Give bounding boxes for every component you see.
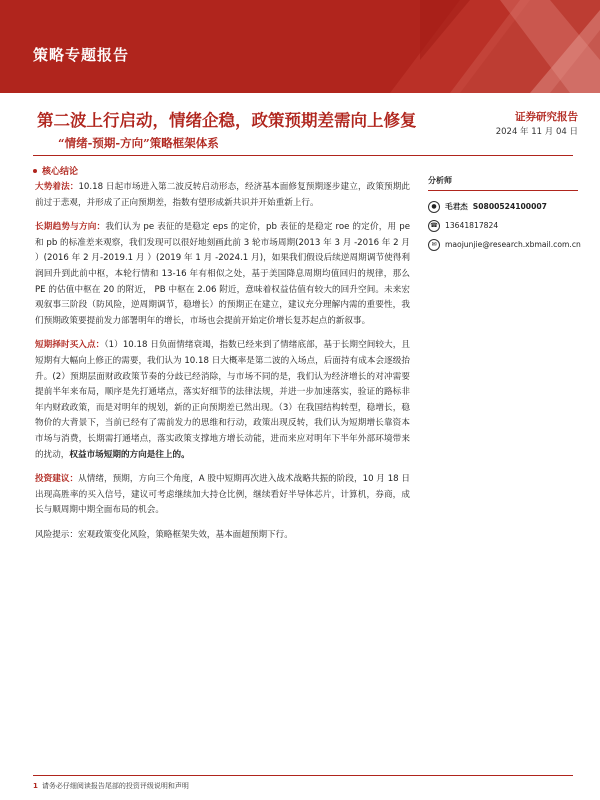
paragraph-text: （1）10.18 日负面情绪衰竭，指数已经来到了情绪底部，基于长期空间较大，且短期有大幅向上修正的需要，我们认为 10.18 日大概率是第二波的入场点，后面持有成本会逐级抬升。(2）预期层面财政政策节奏的分歧已经消除，与市场不同的是，我们认为经济增长的对冲需要提前半年来布局，顺序是先打通堵点，落实好细节的法律法规，并进一步加速落实，验证的路标非年内财政政策，而是对明年的规划，新的正向预期差已然出现。（3）在我国结构转型，稳增长，稳物价的大背景下，当前已经有了需前发力的思维和行动，政策出现反转，我们认为短期增长靠资本市场与消费，长期需打通堵点，落实政策支撑地方增长动能，进而来应对明年下半年外部环境带来的扰动， [35, 340, 410, 460]
paragraph-risk [35, 528, 410, 544]
paragraph-text: 从情绪，预期，方向三个角度，A 股中短期再次进入战术战略共振的阶段，10 月 18 日出现高胜率的买入信号，建议可考虑继续加大持仓比例，继续看好半导体芯片，计算机，券商，成长与顺周期中期全面布局的机会。 [35, 474, 410, 516]
paragraph-short-term [35, 338, 410, 463]
footer-divider [33, 775, 573, 776]
person-icon: ● [428, 201, 440, 213]
analyst-panel [428, 175, 581, 254]
paragraph-lead: 投资建议： [35, 474, 79, 485]
paragraph-emphasis: 权益市场短期的方向是往上的。 [69, 449, 190, 460]
report-main-title: 第二波上行启动，情绪企稳，政策预期差需向上修复 [37, 111, 417, 130]
paragraph-market-view [35, 180, 410, 211]
section-heading-text: 核心结论 [42, 167, 79, 177]
analyst-phone-row [428, 216, 578, 235]
bullet-icon [33, 169, 37, 173]
banner-pattern-icon [300, 0, 600, 93]
report-body [35, 180, 410, 552]
analyst-name-row [428, 197, 578, 216]
section-heading [33, 164, 78, 177]
header-banner [0, 0, 600, 93]
report-subtitle: “情绪-预期-方向”策略框架体系 [58, 136, 219, 150]
analyst-cert: S0800524100007 [472, 202, 547, 211]
analyst-name: 毛君杰 [445, 202, 468, 211]
analyst-divider [428, 190, 578, 191]
page-number: 1 [33, 782, 38, 790]
report-date: 2024 年 11 月 04 日 [495, 127, 578, 137]
paragraph-text: 我们认为 pe 表征的是稳定 eps 的定价，pb 表征的是稳定 roe 的定价，用 pe 和 pb 的标准差来观察，我们发现可以很好地刻画此前 3 轮市场周期(2013 年 3 月 -2016 年 2 月 ）(2016 年 2 月-2019.1 月 ）(2019 年 1 月 -2024.1 月)，如果我们假设后续逆周期调节使得利润回升到此前中枢，本轮行情和 13-16 年有相似之处，基于美国降息周期均值回归的规律，那么 PE 的估值中枢在 20 的附近， PB 中枢在 2.06 附近，意味着权益估值有较大的回升空间。未来宏观叙事三阶段（防风险，逆周期调节，稳增长）的预期正在建立，建议充分理解内需的重要性，我们预期政策要提前发力部署明年的增长，市场也会提前开始定价增长复苏起点的新叙事。 [35, 222, 410, 326]
paragraph-investment-advice [35, 472, 410, 519]
title-divider [33, 155, 573, 156]
footer-disclaimer: 请务必仔细阅读报告尾部的投资评级说明和声明 [41, 782, 189, 790]
footer [33, 781, 189, 791]
analyst-label: 分析师 [428, 176, 452, 185]
analyst-email[interactable]: maojunjie@research.xbmail.com.cn [445, 240, 581, 249]
paragraph-text: 10.18 日起市场进入第二波反转启动形态，经济基本面修复预期逐步建立，政策预期此前过于悲观，并形成了正向预期差，指数有望形成新共识并开始重新上行。 [35, 182, 410, 208]
email-icon: ✉ [428, 239, 440, 251]
phone-icon: ☎ [428, 220, 440, 232]
paragraph-lead: 短期择时买入点： [35, 340, 105, 351]
paragraph-lead: 大势着法： [35, 182, 79, 192]
banner-title: 策略专题报告 [33, 46, 130, 64]
paragraph-lead: 长期趋势与方向： [35, 222, 106, 233]
paragraph-text: 风险提示：宏观政策变化风险，策略框架失效，基本面超预期下行。 [35, 529, 293, 540]
report-type-label: 证券研究报告 [515, 111, 578, 123]
analyst-phone: 13641817824 [445, 221, 499, 230]
analyst-email-row [428, 235, 581, 254]
paragraph-long-term [35, 220, 410, 329]
